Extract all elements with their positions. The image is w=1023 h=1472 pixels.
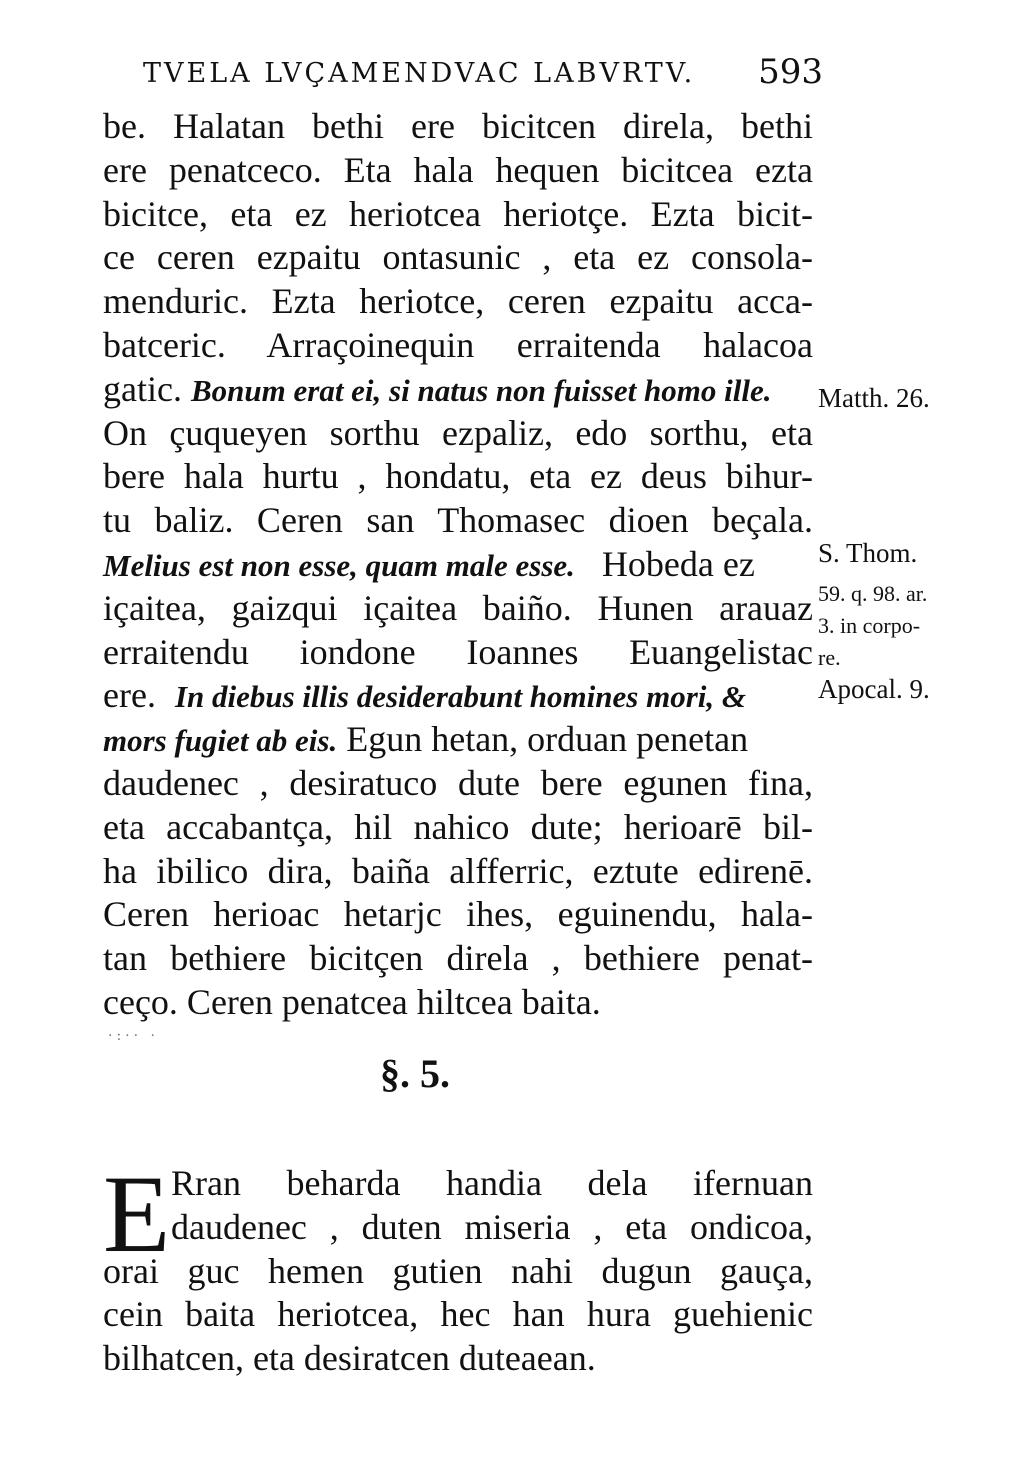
- text-segment: Hobeda ez: [601, 543, 755, 584]
- margin-note-corpore: 3. in corpo-: [818, 613, 921, 638]
- text-line: ce ceren ezpaitu ontasunic , eta ez consola-: [103, 237, 813, 278]
- text-line: [103, 543, 813, 587]
- page-number: 593: [758, 52, 823, 92]
- text-line: daudenec , duten miseria , eta ondicoa,: [171, 1206, 813, 1247]
- text-line: tu baliz. Ceren san Thomasec dioen beçala.: [103, 500, 813, 541]
- text-line: bicitce, eta ez heriotcea heriotçe. Ezta bicit-: [103, 193, 813, 234]
- text-line: ere penatceco. Eta hala hequen bicitcea ezta: [103, 149, 813, 190]
- running-header: [143, 52, 823, 102]
- latin-quotation: mors fugiet ab eis.: [103, 723, 338, 759]
- text-line: [103, 718, 813, 762]
- text-segment: ere.: [103, 675, 156, 716]
- text-line: On çuqueyen sorthu ezpaliz, edo sorthu, eta: [103, 412, 813, 453]
- section-mark: §. 5.: [380, 1051, 450, 1096]
- text-line: daudenec , desiratuco dute bere egunen fina,: [103, 762, 813, 803]
- text-line: erraitendu iondone Ioannes Euangelistac: [103, 631, 813, 672]
- text-line: Ceren herioac hetarjc ihes, eguinendu, hala-: [103, 894, 813, 935]
- print-specks: ·:·· ·: [108, 1028, 159, 1044]
- margin-note-question: 59. q. 98. ar.: [818, 581, 928, 606]
- text-line: eta accabantça, hil nahico dute; herioarē bil-: [103, 806, 813, 847]
- drop-cap-initial: E: [103, 1153, 171, 1275]
- text-line: ceço. Ceren penatcea hiltcea baita.: [103, 981, 601, 1022]
- text-line: içaitea, gaizqui içaitea baiño. Hunen arauaz: [103, 587, 813, 628]
- paragraph-section-5: [103, 1153, 813, 1381]
- margin-note-re: re.: [818, 645, 841, 670]
- latin-quotation: Bonum erat ei, si natus non fuisset homo ille.: [190, 372, 772, 408]
- paragraph-main: [103, 105, 813, 1025]
- margin-note-apocalypse: Apocal. 9.: [818, 674, 930, 704]
- text-line: orai guc hemen gutien nahi dugun gauça,: [103, 1250, 813, 1291]
- text-line: batceric. Arraçoinequin erraitenda halacoa: [103, 324, 813, 365]
- text-line: cein baita heriotcea, hec han hura guehienic: [103, 1294, 813, 1335]
- margin-note-thomas: S. Thom.: [818, 538, 918, 568]
- text-line: Rran beharda handia dela ifernuan: [171, 1163, 813, 1203]
- text-line: tan bethiere bicitçen direla , bethiere penat-: [103, 938, 813, 979]
- text-line: [103, 674, 813, 718]
- text-line: [103, 368, 813, 412]
- running-title: TVELA LVÇAMENDVAC LABVRTV.: [143, 58, 696, 89]
- text-line: menduric. Ezta heriotce, ceren ezpaitu acca-: [103, 281, 813, 322]
- text-line: bilhatcen, eta desiratcen duteaean.: [103, 1338, 596, 1379]
- text-line: ha ibilico dira, baiña alfferric, eztute edirenē.: [103, 850, 813, 891]
- latin-quotation: In diebus illis desiderabunt homines mori, &: [174, 679, 746, 715]
- latin-quotation: Melius est non esse, quam male esse.: [103, 547, 575, 583]
- margin-note-matthew: Matth. 26.: [818, 383, 930, 413]
- text-line: be. Halatan bethi ere bicitcen direla, bethi: [103, 106, 813, 146]
- text-segment: gatic.: [103, 368, 182, 409]
- text-line: bere hala hurtu , hondatu, eta ez deus bihur-: [103, 456, 813, 497]
- text-segment: Egun hetan, orduan penetan: [346, 719, 749, 760]
